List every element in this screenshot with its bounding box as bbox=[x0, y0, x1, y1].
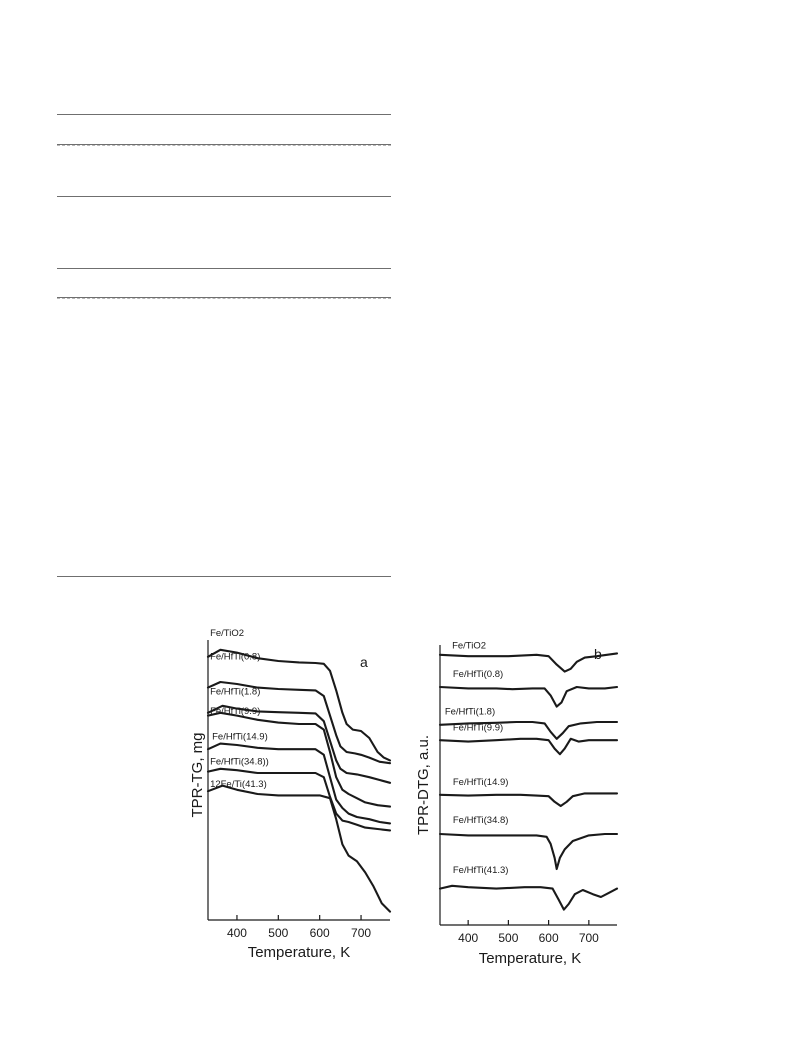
b-series-line-4 bbox=[440, 793, 617, 806]
x-tick-label: 500 bbox=[268, 926, 289, 940]
dtg-chart bbox=[412, 640, 627, 970]
a-series-line-6 bbox=[208, 786, 390, 912]
b-series-label-0: Fe/TiO2 bbox=[452, 640, 487, 652]
dtg-plot-area bbox=[440, 640, 617, 945]
table-rule bbox=[57, 114, 391, 115]
b-series-label-3: Fe/HfTi(9.9) bbox=[452, 722, 504, 734]
x-tick-label: 600 bbox=[309, 926, 330, 940]
tg-plot-area bbox=[208, 628, 390, 940]
x-tick-label: 500 bbox=[498, 931, 519, 945]
table-rule-dashed bbox=[57, 298, 391, 299]
x-tick-label: 400 bbox=[458, 931, 479, 945]
b-series-line-5 bbox=[440, 834, 617, 869]
b-series-label-2: Fe/HfTi(1.8) bbox=[444, 706, 496, 718]
table-rule bbox=[57, 268, 391, 269]
table-rule bbox=[57, 576, 391, 577]
b-series-label-6: Fe/HfTi(41.3) bbox=[452, 865, 509, 877]
dtg-panel-label: b bbox=[594, 646, 602, 662]
a-series-label-2: Fe/HfTi(1.8) bbox=[210, 686, 261, 698]
tg-y-axis-label: TPR-TG, mg bbox=[189, 732, 206, 818]
a-series-label-0: Fe/TiO2 bbox=[210, 627, 245, 639]
b-series-label-5: Fe/HfTi(34.8) bbox=[452, 814, 509, 826]
a-series-label-5: Fe/HfTi(34.8)) bbox=[210, 756, 269, 768]
b-series-line-6 bbox=[440, 886, 617, 910]
tg-panel-label: a bbox=[360, 654, 368, 670]
x-tick-label: 700 bbox=[578, 931, 599, 945]
x-tick-label: 600 bbox=[538, 931, 559, 945]
dtg-y-axis-label: TPR-DTG, a.u. bbox=[415, 734, 432, 836]
a-series-label-3: Fe/HfTi(9.9) bbox=[210, 706, 261, 718]
b-series-label-4: Fe/HfTi(14.9) bbox=[452, 777, 509, 788]
table-rule-dashed bbox=[57, 145, 391, 146]
x-tick-label: 400 bbox=[226, 926, 247, 940]
b-series-line-3 bbox=[440, 739, 617, 754]
dtg-x-axis-label: Temperature, K bbox=[478, 950, 582, 967]
a-series-label-4: Fe/HfTi(14.9) bbox=[212, 731, 268, 743]
a-series-label-1: Fe/HfTi(0.8) bbox=[210, 651, 261, 663]
table-rule bbox=[57, 196, 391, 197]
x-tick-label: 700 bbox=[351, 926, 372, 940]
a-series-label-6: 12Fe/Ti(41.3) bbox=[210, 779, 267, 790]
b-series-label-1: Fe/HfTi(0.8) bbox=[452, 669, 504, 681]
tg-x-axis-label: Temperature, K bbox=[247, 944, 351, 961]
b-series-line-1 bbox=[440, 687, 617, 707]
tg-chart bbox=[180, 627, 400, 965]
